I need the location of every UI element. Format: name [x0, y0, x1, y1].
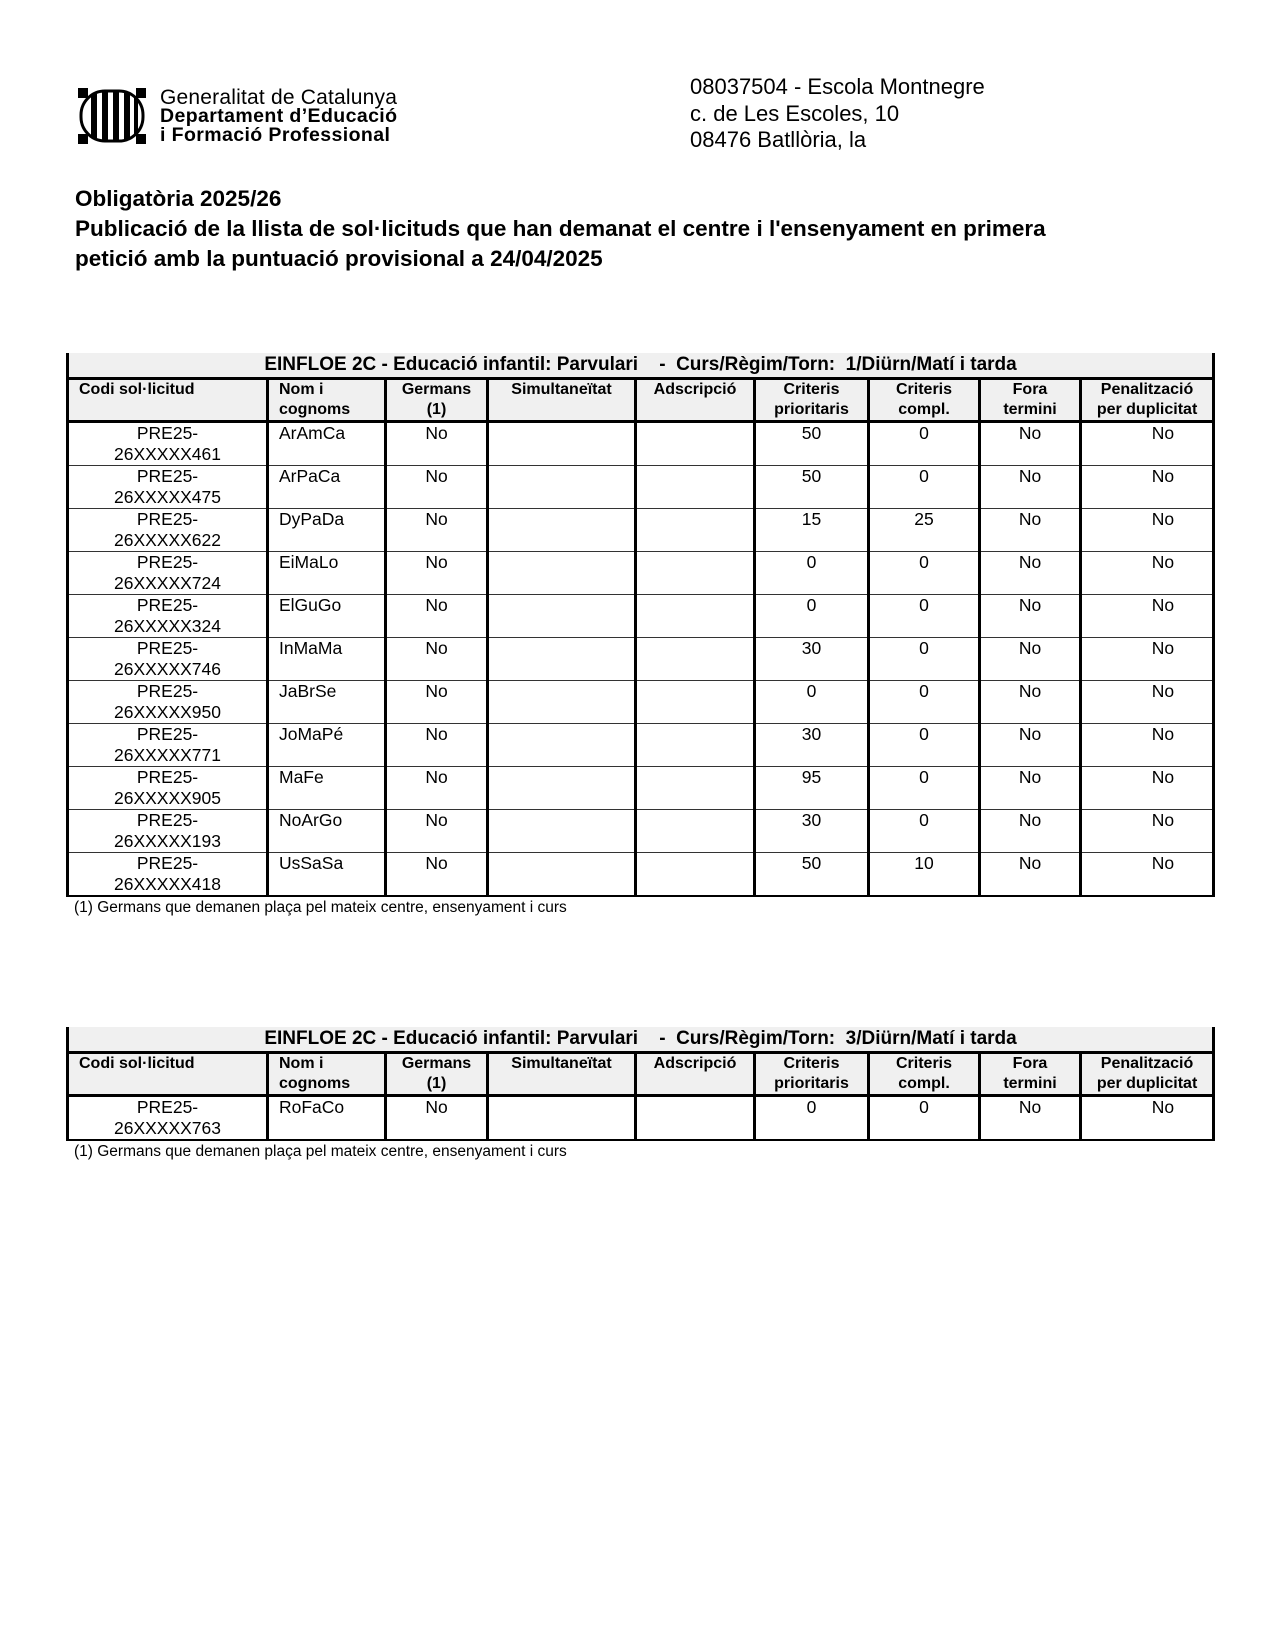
application-code-line: 26XXXXX193 [113, 830, 222, 851]
table-row [68, 724, 1214, 767]
table-header-row [68, 379, 1214, 422]
cell-codi [68, 466, 268, 509]
title-description: Publicació de la llista de sol·licituds que han demanat el centre i l'ensenyament en primera [75, 216, 1046, 241]
application-code-line: PRE25- [136, 767, 199, 787]
header-col-nom [268, 1053, 386, 1096]
cell-fora-termini: No [980, 1096, 1081, 1141]
cell-fora-termini: No [980, 552, 1081, 595]
cell-penalitzacio: No [1081, 552, 1214, 595]
header-label-line [493, 1074, 630, 1094]
school-code-name: 08037504 - Escola Montnegre [690, 74, 985, 99]
header-label-line: termini [1003, 401, 1057, 418]
header-label-line: Nom i [279, 1055, 324, 1072]
header-label-line: per duplicitat [1096, 401, 1198, 418]
cell-fora-termini: No [980, 681, 1081, 724]
application-code-line: PRE25- [136, 423, 199, 443]
cell-prioritaris: 30 [755, 810, 869, 853]
logo-line-generalitat: Generalitat de Catalunya [160, 85, 398, 109]
cell-compl: 25 [869, 509, 980, 552]
header-label-line: Criteris [895, 1055, 953, 1072]
cell-adscripcio [636, 810, 755, 853]
cell-compl: 0 [869, 810, 980, 853]
cell-germans: No [386, 724, 488, 767]
header-label-line: Fora [1012, 1055, 1048, 1072]
cell-codi [68, 853, 268, 897]
table-row [68, 681, 1214, 724]
table-row [68, 767, 1214, 810]
cell-adscripcio [636, 466, 755, 509]
cell-prioritaris: 50 [755, 853, 869, 897]
cell-codi [68, 595, 268, 638]
applications-table-course-1 [66, 353, 1212, 917]
cell-simultaneitat [488, 724, 636, 767]
application-code-line: PRE25- [136, 552, 199, 572]
table-body [68, 422, 1214, 897]
cell-codi [68, 552, 268, 595]
cell-adscripcio [636, 767, 755, 810]
header-label-line: Penalització [1100, 381, 1194, 398]
application-code-line: 26XXXXX724 [113, 572, 222, 593]
cell-prioritaris: 0 [755, 595, 869, 638]
school-address: c. de Les Escoles, 10 [690, 100, 900, 126]
application-code-line: PRE25- [136, 595, 199, 615]
header-label-line: Nom i [279, 381, 324, 398]
header-col-penalitzacio [1081, 1053, 1214, 1096]
header-col-compl [869, 379, 980, 422]
application-code-line: PRE25- [136, 810, 199, 830]
cell-nom: ArAmCa [268, 422, 386, 466]
header-label-line [79, 400, 262, 420]
applications-table [66, 1027, 1215, 1141]
cell-simultaneitat [488, 422, 636, 466]
cell-codi [68, 767, 268, 810]
cell-compl: 0 [869, 466, 980, 509]
cell-nom: ElGuGo [268, 595, 386, 638]
cell-prioritaris: 50 [755, 466, 869, 509]
cell-germans: No [386, 638, 488, 681]
cell-germans: No [386, 767, 488, 810]
cell-germans: No [386, 853, 488, 897]
cell-prioritaris: 95 [755, 767, 869, 810]
cell-penalitzacio: No [1081, 509, 1214, 552]
cell-penalitzacio: No [1081, 466, 1214, 509]
application-code-line: 26XXXXX461 [113, 443, 222, 464]
cell-adscripcio [636, 509, 755, 552]
cell-simultaneitat [488, 509, 636, 552]
header-label-line [641, 400, 749, 420]
applications-table-course-3 [66, 1027, 1212, 1161]
cell-simultaneitat [488, 810, 636, 853]
cell-compl: 0 [869, 552, 980, 595]
header-col-germans [386, 379, 488, 422]
cell-prioritaris: 0 [755, 1096, 869, 1141]
table-row [68, 509, 1214, 552]
cell-codi [68, 1096, 268, 1141]
header-col-simultaneitat [488, 1053, 636, 1096]
title-year: Obligatòria 2025/26 [75, 186, 282, 211]
application-code-line: 26XXXXX324 [113, 615, 222, 636]
cell-adscripcio [636, 422, 755, 466]
header-col-prioritaris [755, 1053, 869, 1096]
application-code-line: 26XXXXX771 [113, 744, 222, 765]
header-col-simultaneitat [488, 379, 636, 422]
application-code-line: 26XXXXX475 [113, 486, 222, 507]
cell-fora-termini: No [980, 422, 1081, 466]
cell-nom: DyPaDa [268, 509, 386, 552]
cell-nom: JaBrSe [268, 681, 386, 724]
school-postal-city: 08476 Batllòria, la [690, 127, 867, 152]
header-col-nom [268, 379, 386, 422]
document-title [75, 184, 1225, 274]
header-label-line: compl. [898, 401, 950, 418]
application-code-line: PRE25- [136, 853, 199, 873]
cell-nom: EiMaLo [268, 552, 386, 595]
application-code-line: PRE25- [136, 466, 199, 486]
cell-prioritaris: 50 [755, 422, 869, 466]
cell-fora-termini: No [980, 466, 1081, 509]
table-caption: EINFLOE 2C - Educació infantil: Parvulari - Curs/Règim/Torn: 3/Diürn/Matí i tarda [68, 1027, 1214, 1053]
table-row [68, 422, 1214, 466]
table-row [68, 595, 1214, 638]
cell-simultaneitat [488, 681, 636, 724]
table-body [68, 1096, 1214, 1141]
cell-germans: No [386, 552, 488, 595]
header-label-line [493, 400, 630, 420]
cell-penalitzacio: No [1081, 638, 1214, 681]
header-label-line: Adscripció [653, 1055, 737, 1072]
department-logo [78, 87, 478, 145]
application-code-line: PRE25- [136, 638, 199, 658]
cell-nom: UsSaSa [268, 853, 386, 897]
cell-penalitzacio: No [1081, 724, 1214, 767]
cell-fora-termini: No [980, 595, 1081, 638]
cell-penalitzacio: No [1081, 595, 1214, 638]
application-code-line: 26XXXXX905 [113, 787, 222, 808]
cell-compl: 0 [869, 767, 980, 810]
cell-fora-termini: No [980, 724, 1081, 767]
header-col-codi [68, 379, 268, 422]
generalitat-emblem-icon [78, 88, 146, 144]
header-label-line: prioritaris [774, 401, 849, 418]
cell-penalitzacio: No [1081, 853, 1214, 897]
header-label-line: prioritaris [774, 1075, 849, 1092]
cell-penalitzacio: No [1081, 681, 1214, 724]
cell-fora-termini: No [980, 509, 1081, 552]
cell-penalitzacio: No [1081, 1096, 1214, 1141]
cell-codi [68, 681, 268, 724]
header-col-adscripcio [636, 1053, 755, 1096]
cell-penalitzacio: No [1081, 810, 1214, 853]
header-col-codi [68, 1053, 268, 1096]
cell-compl: 10 [869, 853, 980, 897]
header-label-line: Penalització [1100, 1055, 1194, 1072]
cell-compl: 0 [869, 595, 980, 638]
cell-germans: No [386, 1096, 488, 1141]
cell-adscripcio [636, 1096, 755, 1141]
cell-simultaneitat [488, 552, 636, 595]
header-label-line: cognoms [279, 1075, 351, 1092]
cell-simultaneitat [488, 1096, 636, 1141]
header-label-line [79, 1074, 262, 1094]
table-row [68, 810, 1214, 853]
application-code-line: PRE25- [136, 509, 199, 529]
cell-nom: RoFaCo [268, 1096, 386, 1141]
logo-line-department: Departament d’Educació [160, 104, 398, 127]
cell-fora-termini: No [980, 767, 1081, 810]
cell-codi [68, 724, 268, 767]
header-label-line: termini [1003, 1075, 1057, 1092]
header-label-line: Germans [401, 381, 472, 398]
table-row [68, 466, 1214, 509]
cell-codi [68, 509, 268, 552]
cell-compl: 0 [869, 724, 980, 767]
logo-line-department-2: i Formació Professional [160, 123, 391, 146]
cell-prioritaris: 30 [755, 724, 869, 767]
title-description-2: petició amb la puntuació provisional a 24/04/2025 [75, 246, 603, 271]
cell-germans: No [386, 810, 488, 853]
cell-simultaneitat [488, 466, 636, 509]
cell-compl: 0 [869, 681, 980, 724]
applications-table [66, 353, 1215, 897]
cell-fora-termini: No [980, 853, 1081, 897]
header-label-line: Fora [1012, 381, 1048, 398]
header-col-compl [869, 1053, 980, 1096]
header-label-line: (1) [426, 1075, 447, 1092]
cell-adscripcio [636, 638, 755, 681]
header-label-line: Germans [401, 1055, 472, 1072]
application-code-line: 26XXXXX950 [113, 701, 222, 722]
application-code-line: PRE25- [136, 724, 199, 744]
header-label-line: per duplicitat [1096, 1075, 1198, 1092]
header-col-germans [386, 1053, 488, 1096]
header-col-prioritaris [755, 379, 869, 422]
header-label-line: Simultaneïtat [511, 381, 612, 398]
table-row [68, 638, 1214, 681]
cell-germans: No [386, 509, 488, 552]
header-label-line: compl. [898, 1075, 950, 1092]
cell-simultaneitat [488, 638, 636, 681]
cell-adscripcio [636, 681, 755, 724]
application-code-line: PRE25- [136, 681, 199, 701]
header-label-line [641, 1074, 749, 1094]
cell-adscripcio [636, 595, 755, 638]
cell-prioritaris: 0 [755, 681, 869, 724]
cell-germans: No [386, 595, 488, 638]
application-code-line: 26XXXXX763 [113, 1117, 222, 1138]
cell-nom: ArPaCa [268, 466, 386, 509]
header-label-line: Simultaneïtat [511, 1055, 612, 1072]
header-label-line: Criteris [895, 381, 953, 398]
cell-adscripcio [636, 552, 755, 595]
table-row [68, 552, 1214, 595]
cell-simultaneitat [488, 853, 636, 897]
cell-nom: InMaMa [268, 638, 386, 681]
header-label-line: Criteris [783, 1055, 840, 1072]
cell-germans: No [386, 422, 488, 466]
cell-compl: 0 [869, 638, 980, 681]
cell-codi [68, 422, 268, 466]
table-footnote: (1) Germans que demanen plaça pel mateix centre, ensenyament i curs [74, 1143, 567, 1160]
table-footnote: (1) Germans que demanen plaça pel mateix centre, ensenyament i curs [74, 899, 567, 916]
cell-fora-termini: No [980, 638, 1081, 681]
cell-nom: JoMaPé [268, 724, 386, 767]
cell-prioritaris: 0 [755, 552, 869, 595]
cell-prioritaris: 30 [755, 638, 869, 681]
header-label-line: Codi sol·licitud [79, 381, 195, 398]
cell-compl: 0 [869, 1096, 980, 1141]
application-code-line: 26XXXXX746 [113, 658, 222, 679]
cell-simultaneitat [488, 767, 636, 810]
cell-codi [68, 638, 268, 681]
header-label-line: cognoms [279, 401, 351, 418]
table-row [68, 1096, 1214, 1141]
application-code-line: PRE25- [136, 1097, 199, 1117]
header-col-adscripcio [636, 379, 755, 422]
table-header-row [68, 1053, 1214, 1096]
cell-penalitzacio: No [1081, 767, 1214, 810]
table-caption: EINFLOE 2C - Educació infantil: Parvulari - Curs/Règim/Torn: 1/Diürn/Matí i tarda [68, 353, 1214, 379]
cell-adscripcio [636, 853, 755, 897]
application-code-line: 26XXXXX418 [113, 873, 222, 894]
table-row [68, 853, 1214, 897]
cell-simultaneitat [488, 595, 636, 638]
header-label-line: (1) [426, 401, 447, 418]
school-info [690, 74, 985, 154]
cell-nom: NoArGo [268, 810, 386, 853]
header-label-line: Criteris [783, 381, 840, 398]
header-col-fora-termini [980, 1053, 1081, 1096]
header-label-line: Codi sol·licitud [79, 1055, 195, 1072]
cell-adscripcio [636, 724, 755, 767]
cell-compl: 0 [869, 422, 980, 466]
cell-germans: No [386, 681, 488, 724]
cell-nom: MaFe [268, 767, 386, 810]
header-col-fora-termini [980, 379, 1081, 422]
cell-prioritaris: 15 [755, 509, 869, 552]
header-label-line: Adscripció [653, 381, 737, 398]
cell-penalitzacio: No [1081, 422, 1214, 466]
application-code-line: 26XXXXX622 [113, 529, 222, 550]
cell-codi [68, 810, 268, 853]
cell-fora-termini: No [980, 810, 1081, 853]
header-col-penalitzacio [1081, 379, 1214, 422]
cell-germans: No [386, 466, 488, 509]
